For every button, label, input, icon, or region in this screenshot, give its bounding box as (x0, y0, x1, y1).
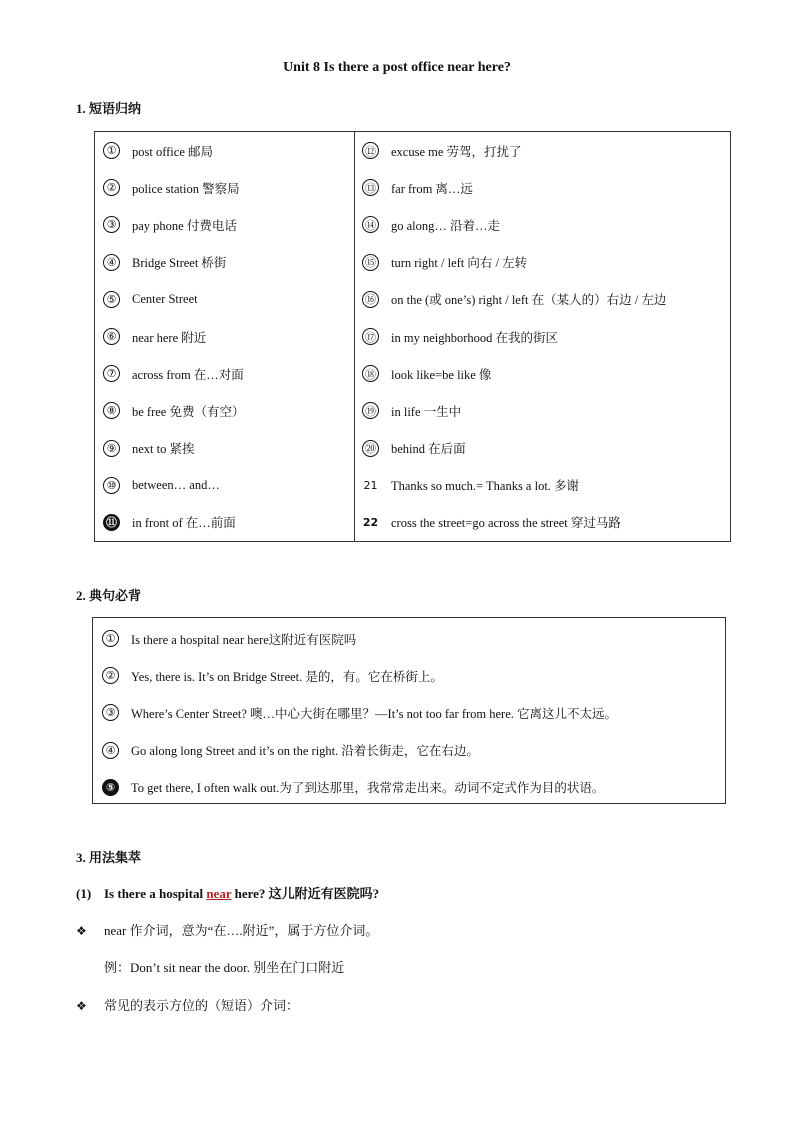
item-number-badge: ⑱ (362, 365, 379, 382)
phrase-row (95, 430, 354, 467)
phrase-row (95, 467, 354, 504)
page-title: Unit 8 Is there a post office near here? (283, 60, 511, 75)
usage-bullet-1 (76, 920, 378, 939)
section-heading-phrases: 1. 短语归纳 (76, 101, 142, 116)
phrase-row (95, 244, 354, 281)
item-text: excuse me 劳驾，打扰了 (391, 144, 522, 159)
sentences-box (92, 617, 726, 804)
item-text: next to 紧挨 (132, 442, 195, 457)
phrase-row (95, 206, 354, 243)
item-number-badge: ⑬ (362, 179, 379, 196)
phrase-row (95, 318, 354, 355)
item-text: in my neighborhood 在我的街区 (391, 330, 559, 345)
item-number-badge: ⑳ (362, 440, 379, 457)
item-text: in front of 在…前面 (132, 516, 236, 531)
phrase-row (95, 281, 354, 318)
item-text: look like=be like 像 (391, 367, 492, 382)
item-text: Thanks so much.= Thanks a lot. 多谢 (391, 479, 580, 494)
sentence-row (93, 769, 725, 806)
item-number-badge: ⑫ (362, 142, 379, 159)
sentence-row (93, 694, 725, 731)
phrase-row (355, 467, 730, 504)
phrase-row (95, 392, 354, 429)
item-text: post office 邮局 (132, 144, 214, 159)
item-text: far from 离…远 (391, 181, 473, 196)
item-number-badge: ⑯ (362, 291, 379, 308)
item-number-badge: 21 (363, 478, 378, 492)
question-text-after: here? 这儿附近有医院吗? (231, 886, 380, 901)
phrase-row (355, 504, 730, 541)
diamond-bullet-icon: ❖ (76, 924, 87, 938)
bullet-1-text: near 作介词，意为“在….附近”，属于方位介词。 (104, 923, 379, 938)
item-text: police station 警察局 (132, 181, 240, 196)
phrase-row (95, 504, 354, 541)
usage-example: 例：Don’t sit near the door. 别坐在门口附近 (104, 960, 345, 975)
item-number-badge: ⑦ (103, 365, 120, 382)
item-text: Bridge Street 桥街 (132, 256, 227, 271)
item-number-badge: ④ (103, 254, 120, 271)
item-text: behind 在后面 (391, 442, 466, 457)
section-heading-usage: 3. 用法集萃 (76, 850, 142, 865)
phrase-row (355, 132, 730, 169)
item-text: Where’s Center Street? 噢…中心大街在哪里？—It’s not too far from here. 它离这儿不太远。 (131, 706, 618, 721)
phrase-row (355, 430, 730, 467)
phrase-row (95, 355, 354, 392)
question-text-before: Is there a hospital (104, 886, 207, 901)
item-text: turn right / left 向右 / 左转 (391, 256, 528, 271)
item-text: be free 免费（有空） (132, 404, 245, 419)
item-text: go along… 沿着…走 (391, 218, 501, 233)
item-text: Yes, there is. It’s on Bridge Street. 是的，有。它在桥街上。 (131, 669, 443, 684)
phrases-right-column (355, 132, 731, 542)
item-number-badge: ⑲ (362, 402, 379, 419)
item-text: Center Street (132, 291, 198, 306)
item-text: on the (或 one’s) right / left 在（某人的）右边 / 左边 (391, 293, 667, 308)
item-number-badge: ⑰ (362, 328, 379, 345)
item-text: cross the street=go across the street 穿过马路 (391, 516, 621, 531)
item-number-badge: ⑧ (103, 402, 120, 419)
item-number-badge: ① (102, 630, 119, 647)
section-heading-sentences: 2. 典句必背 (76, 588, 142, 603)
item-number-badge: ⑥ (103, 328, 120, 345)
item-text: in life 一生中 (391, 404, 462, 419)
question-number: (1) (76, 886, 92, 901)
item-number-badge: ⑤ (102, 779, 119, 796)
item-text: across from 在…对面 (132, 367, 244, 382)
item-number-badge: ⑪ (103, 514, 120, 531)
item-number-badge: ⑨ (103, 440, 120, 457)
item-number-badge: 22 (362, 515, 379, 529)
item-number-badge: ① (103, 142, 120, 159)
phrase-row (355, 318, 730, 355)
phrase-row (95, 169, 354, 206)
item-number-badge: ② (103, 179, 120, 196)
usage-question (76, 883, 379, 902)
phrase-row (355, 244, 730, 281)
item-number-badge: ⑩ (103, 477, 120, 494)
item-number-badge: ④ (102, 742, 119, 759)
phrases-left-column (95, 132, 355, 542)
item-text: To get there, I often walk out.为了到达那里，我常常走出来。动词不定式作为目的状语。 (131, 781, 605, 796)
item-number-badge: ③ (102, 704, 119, 721)
item-text: Go along long Street and it’s on the right. 沿着长街走，它在右边。 (131, 744, 479, 759)
item-number-badge: ② (102, 667, 119, 684)
item-number-badge: ⑭ (362, 216, 379, 233)
item-text: near here 附近 (132, 330, 207, 345)
phrase-row (355, 169, 730, 206)
phrase-row (95, 132, 354, 169)
item-text: pay phone 付费电话 (132, 218, 237, 233)
phrase-row (355, 355, 730, 392)
sentence-row (93, 657, 725, 694)
phrase-row (355, 392, 730, 429)
diamond-bullet-icon: ❖ (76, 999, 87, 1013)
item-number-badge: ③ (103, 216, 120, 233)
item-number-badge: ⑤ (103, 291, 120, 308)
usage-bullet-2 (76, 995, 299, 1014)
question-highlight-word: near (206, 886, 232, 901)
phrases-table (94, 131, 731, 542)
sentence-row (93, 620, 725, 657)
phrase-row (355, 206, 730, 243)
phrase-row (355, 281, 730, 318)
item-text: Is there a hospital near here这附近有医院吗 (131, 632, 357, 647)
sentence-row (93, 732, 725, 769)
item-number-badge: ⑮ (362, 254, 379, 271)
item-text: between… and… (132, 477, 220, 492)
bullet-2-text: 常见的表示方位的（短语）介词： (104, 998, 300, 1013)
